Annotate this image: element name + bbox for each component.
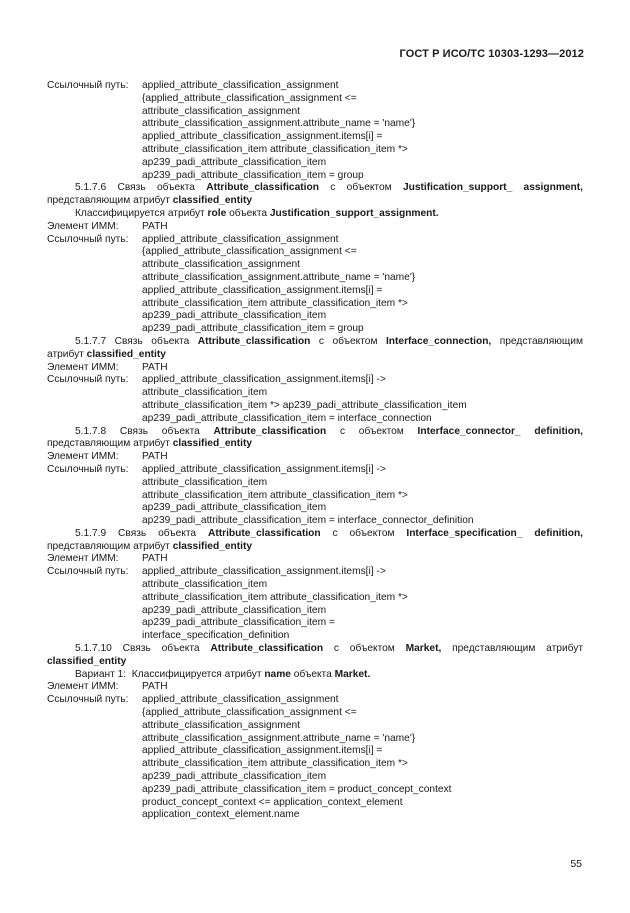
reference-path-lines bbox=[142, 374, 583, 425]
bold-term: Justification_support_assignment. bbox=[269, 207, 439, 219]
section-paragraph bbox=[47, 182, 583, 208]
imm-element-row bbox=[47, 362, 583, 375]
text-run: Классифицируется атрибут bbox=[131, 668, 265, 680]
document-header: ГОСТ Р ИСО/ТС 10303-1293—2012 bbox=[399, 48, 584, 60]
path-line: attribute_classification_item bbox=[142, 387, 268, 399]
section-paragraph bbox=[47, 336, 583, 362]
path-line: applied_attribute_classification_assignment.items[i] = bbox=[142, 131, 383, 143]
bold-term: role bbox=[207, 207, 227, 219]
reference-path-label: Ссылочный путь: bbox=[47, 694, 129, 706]
section-paragraph bbox=[47, 528, 583, 554]
text-run: объекта bbox=[226, 207, 270, 219]
section-paragraph bbox=[47, 643, 583, 669]
path-line: product_concept_context <= application_context_element bbox=[142, 796, 403, 808]
bold-term: classified_entity bbox=[172, 195, 253, 207]
path-line: attribute_classification_item attribute_classification_item *> bbox=[142, 143, 408, 155]
path-line: attribute_classification_item attribute_classification_item *> bbox=[142, 591, 408, 603]
imm-element-label: Элемент ИММ: bbox=[47, 451, 119, 463]
imm-element-label: Элемент ИММ: bbox=[47, 681, 119, 693]
imm-element-row bbox=[47, 553, 583, 566]
reference-path-label: Ссылочный путь: bbox=[47, 374, 129, 386]
text-run: Классифицируется атрибут bbox=[75, 207, 208, 219]
path-line: applied_attribute_classification_assignment.items[i] = bbox=[142, 745, 383, 757]
bold-term: classified_entity bbox=[172, 438, 253, 450]
path-line: attribute_classification_assignment.attribute_name = 'name'} bbox=[142, 118, 416, 130]
path-line: applied_attribute_classification_assignment.items[i] -> bbox=[142, 463, 386, 475]
path-line: attribute_classification_assignment bbox=[142, 259, 300, 271]
text-run: с объектом bbox=[310, 335, 386, 347]
imm-element-value: PATH bbox=[142, 681, 168, 693]
reference-path-block bbox=[47, 694, 583, 822]
bold-term: Market, bbox=[405, 643, 442, 655]
path-line: attribute_classification_item bbox=[142, 579, 268, 591]
reference-path-block bbox=[47, 234, 583, 336]
bold-term: Attribute_classification bbox=[197, 335, 311, 347]
text-run: с объектом bbox=[323, 643, 406, 655]
path-line: ap239_padi_attribute_classification_item bbox=[142, 771, 327, 783]
text-run: представляющим атрибут bbox=[441, 643, 584, 655]
text-run: 5.1.7.10 Связь объекта bbox=[75, 643, 211, 655]
reference-path-label: Ссылочный путь: bbox=[47, 463, 129, 475]
text-run: 5.1.7.8 Связь объекта bbox=[75, 425, 214, 437]
bold-term: Interface_specification_ definition, bbox=[406, 527, 583, 539]
imm-element-value: PATH bbox=[142, 220, 168, 232]
imm-element-value: PATH bbox=[142, 361, 168, 373]
bold-term: name bbox=[264, 668, 291, 680]
bold-term: Interface_connection, bbox=[385, 335, 492, 347]
section-paragraph bbox=[47, 426, 583, 452]
text-run: объекта bbox=[290, 668, 335, 680]
path-line: attribute_classification_item attribute_classification_item *> bbox=[142, 758, 408, 770]
path-line: attribute_classification_item *> ap239_padi_attribute_classification_item bbox=[142, 399, 467, 411]
path-line: ap239_padi_attribute_classification_item = product_concept_context bbox=[142, 783, 452, 795]
path-line: applied_attribute_classification_assignment bbox=[142, 233, 339, 245]
page-number: 55 bbox=[570, 858, 582, 870]
reference-path-lines bbox=[142, 566, 583, 643]
reference-path-lines bbox=[142, 234, 583, 336]
path-line: attribute_classification_item attribute_classification_item *> bbox=[142, 297, 408, 309]
path-line: applied_attribute_classification_assignment bbox=[142, 694, 339, 706]
path-line: application_context_element.name bbox=[142, 809, 300, 821]
bold-term: Interface_connector_ definition, bbox=[417, 425, 584, 437]
imm-element-row bbox=[47, 451, 583, 464]
path-line: {applied_attribute_classification_assignment <= bbox=[142, 92, 357, 104]
bold-term: Justification_support_ assignment, bbox=[402, 182, 583, 194]
reference-path-block bbox=[47, 80, 583, 182]
path-line: attribute_classification_assignment.attribute_name = 'name'} bbox=[142, 732, 416, 744]
path-line: attribute_classification_assignment bbox=[142, 105, 300, 117]
bold-term: classified_entity bbox=[86, 348, 166, 360]
path-line: attribute_classification_item bbox=[142, 476, 268, 488]
reference-path-lines bbox=[142, 694, 583, 822]
path-line: applied_attribute_classification_assignment.items[i] = bbox=[142, 284, 383, 296]
text-run: с объектом bbox=[326, 425, 418, 437]
path-line: applied_attribute_classification_assignment.items[i] -> bbox=[142, 566, 386, 578]
imm-element-value: PATH bbox=[142, 553, 168, 565]
text-run: представляющим атрибут bbox=[47, 540, 173, 552]
text-run: 5.1.7.6 Связь объекта bbox=[75, 182, 207, 194]
path-line: {applied_attribute_classification_assignment <= bbox=[142, 707, 357, 719]
bold-term: Attribute_classification bbox=[213, 425, 327, 437]
path-line: applied_attribute_classification_assignment.items[i] -> bbox=[142, 374, 386, 386]
imm-element-label: Элемент ИММ: bbox=[47, 361, 119, 373]
bold-term: classified_entity bbox=[172, 540, 253, 552]
bold-term: Attribute_classification bbox=[210, 643, 324, 655]
bold-term: Market. bbox=[334, 668, 371, 680]
path-line: ap239_padi_attribute_classification_item = interface_connector_definition bbox=[142, 515, 474, 527]
reference-path-label: Ссылочный путь: bbox=[47, 233, 129, 245]
path-line: attribute_classification_item attribute_classification_item *> bbox=[142, 489, 408, 501]
imm-element-row bbox=[47, 681, 583, 694]
imm-element-label: Элемент ИММ: bbox=[47, 220, 119, 232]
text-run: 5.1.7.7 Связь объекта bbox=[75, 335, 198, 347]
reference-path-label: Ссылочный путь: bbox=[47, 80, 129, 91]
path-line: applied_attribute_classification_assignment bbox=[142, 80, 339, 91]
text-run: 5.1.7.9 Связь объекта bbox=[75, 527, 208, 539]
path-line: ap239_padi_attribute_classification_item bbox=[142, 604, 327, 616]
variant-label: Вариант 1: bbox=[75, 668, 127, 680]
reference-path-lines bbox=[142, 464, 583, 528]
path-line: ap239_padi_attribute_classification_item bbox=[142, 502, 327, 514]
path-line: interface_specification_definition bbox=[142, 630, 290, 642]
path-line: ap239_padi_attribute_classification_item = bbox=[142, 617, 335, 629]
imm-element-label: Элемент ИММ: bbox=[47, 553, 119, 565]
reference-path-block bbox=[47, 566, 583, 643]
variant-note bbox=[47, 669, 583, 682]
text-run: представляющим атрибут bbox=[47, 438, 173, 450]
path-line: {applied_attribute_classification_assignment <= bbox=[142, 246, 357, 258]
reference-path-block bbox=[47, 464, 583, 528]
path-line: attribute_classification_assignment bbox=[142, 719, 300, 731]
path-line: ap239_padi_attribute_classification_item bbox=[142, 156, 327, 168]
path-line: ap239_padi_attribute_classification_item = group bbox=[142, 323, 364, 335]
classification-note bbox=[47, 208, 583, 221]
path-line: ap239_padi_attribute_classification_item = group bbox=[142, 169, 364, 181]
path-line: ap239_padi_attribute_classification_item = interface_connection bbox=[142, 412, 432, 424]
text-run: представляющим атрибут bbox=[47, 195, 173, 207]
imm-element-row bbox=[47, 221, 583, 234]
reference-path-block bbox=[47, 374, 583, 425]
path-line: ap239_padi_attribute_classification_item bbox=[142, 310, 327, 322]
bold-term: Attribute_classification bbox=[207, 527, 321, 539]
path-line: attribute_classification_assignment.attribute_name = 'name'} bbox=[142, 271, 416, 283]
text-run: с объектом bbox=[318, 182, 403, 194]
bold-term: Attribute_classification bbox=[206, 182, 319, 194]
document-body bbox=[47, 80, 583, 822]
text-run: с объектом bbox=[320, 527, 407, 539]
reference-path-label: Ссылочный путь: bbox=[47, 566, 129, 578]
bold-term: classified_entity bbox=[47, 655, 127, 667]
imm-element-value: PATH bbox=[142, 451, 168, 463]
reference-path-lines bbox=[142, 80, 583, 182]
text-run: представляющим атрибут bbox=[47, 335, 583, 360]
